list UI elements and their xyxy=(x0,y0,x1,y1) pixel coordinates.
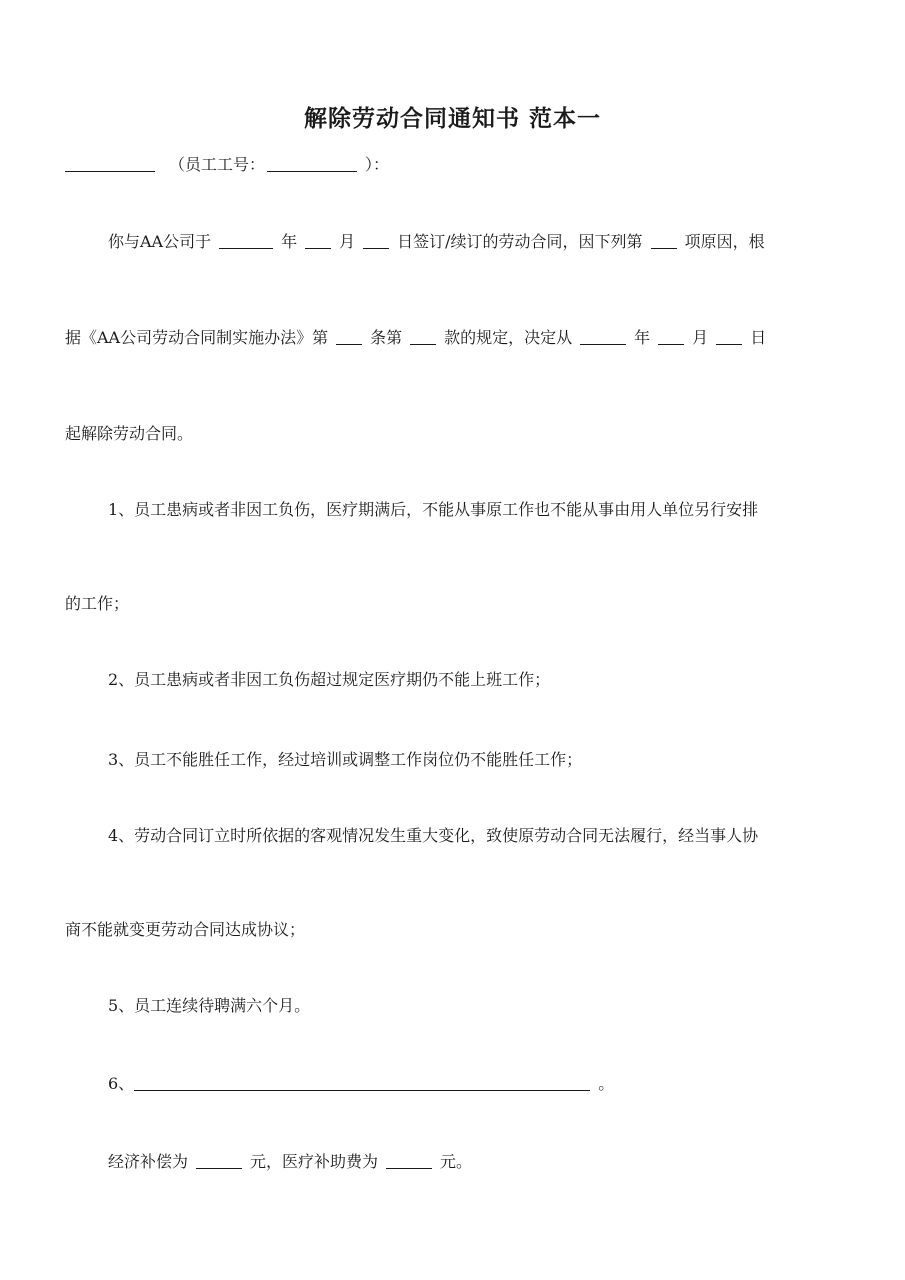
reason-item-4: 4、劳动合同订立时所依据的客观情况发生重大变化，致使原劳动合同无法履行，经当事人协 xyxy=(108,826,759,845)
employee-id-close: ）： xyxy=(365,155,390,174)
para1-text-d: 日签订/续订的劳动合同，因下列第 xyxy=(397,232,643,251)
para1-text-f: 据《AA公司劳动合同制实施办法》第 xyxy=(65,328,329,347)
reason-item-2: 2、员工患病或者非因工负伤超过规定医疗期仍不能上班工作； xyxy=(108,670,551,689)
para1-text-year2: 年 xyxy=(634,328,651,347)
employee-id-blank[interactable] xyxy=(267,155,357,172)
other-reason-blank[interactable] xyxy=(134,1074,590,1091)
sign-year-blank[interactable] xyxy=(219,232,273,249)
employee-name-blank[interactable] xyxy=(65,155,155,172)
sign-day-blank[interactable] xyxy=(363,232,389,249)
para1-line3: 起解除劳动合同。 xyxy=(65,424,194,443)
para1-line2 xyxy=(65,328,905,348)
reason-item-3: 3、员工不能胜任工作，经过培训或调整工作岗位仍不能胜任工作； xyxy=(108,750,583,769)
reason-item-6-end: 。 xyxy=(598,1074,615,1093)
para1-text-a: 你与AA公司于 xyxy=(108,232,212,251)
page-title: 解除劳动合同通知书 范本一 xyxy=(303,105,601,132)
reason-item-6-label: 6、 xyxy=(108,1074,135,1093)
para1-text-month: 月 xyxy=(339,232,356,251)
reason-item-1-cont: 的工作； xyxy=(65,594,130,613)
para1-text-year: 年 xyxy=(281,232,298,251)
medical-subsidy-blank[interactable] xyxy=(386,1152,432,1169)
para1-text-e: 项原因，根 xyxy=(684,232,765,251)
reason-item-6 xyxy=(108,1074,905,1094)
economic-compensation-blank[interactable] xyxy=(196,1152,242,1169)
para1-text-h: 款的规定，决定从 xyxy=(444,328,573,347)
comp-text-c: 元。 xyxy=(440,1152,473,1171)
end-year-blank[interactable] xyxy=(580,328,626,345)
reason-item-1: 1、员工患病或者非因工负伤，医疗期满后，不能从事原工作也不能从事由用人单位另行安排 xyxy=(108,500,759,519)
reason-item-5: 5、员工连续待聘满六个月。 xyxy=(108,996,311,1015)
end-month-blank[interactable] xyxy=(658,328,684,345)
article-blank[interactable] xyxy=(336,328,362,345)
employee-id-open: （员工工号： xyxy=(169,155,266,174)
comp-text-a: 经济补偿为 xyxy=(108,1152,189,1171)
reason-number-blank[interactable] xyxy=(651,232,677,249)
para1-line1 xyxy=(108,232,905,252)
comp-text-b: 元，医疗补助费为 xyxy=(250,1152,379,1171)
sign-month-blank[interactable] xyxy=(305,232,331,249)
clause-blank[interactable] xyxy=(410,328,436,345)
para1-text-g: 条第 xyxy=(370,328,403,347)
compensation-line xyxy=(108,1152,905,1172)
para1-text-day2: 日 xyxy=(750,328,767,347)
end-day-blank[interactable] xyxy=(716,328,742,345)
reason-item-4-cont: 商不能就变更劳动合同达成协议； xyxy=(65,920,306,939)
para1-text-month2: 月 xyxy=(692,328,709,347)
recipient-line xyxy=(65,155,905,175)
